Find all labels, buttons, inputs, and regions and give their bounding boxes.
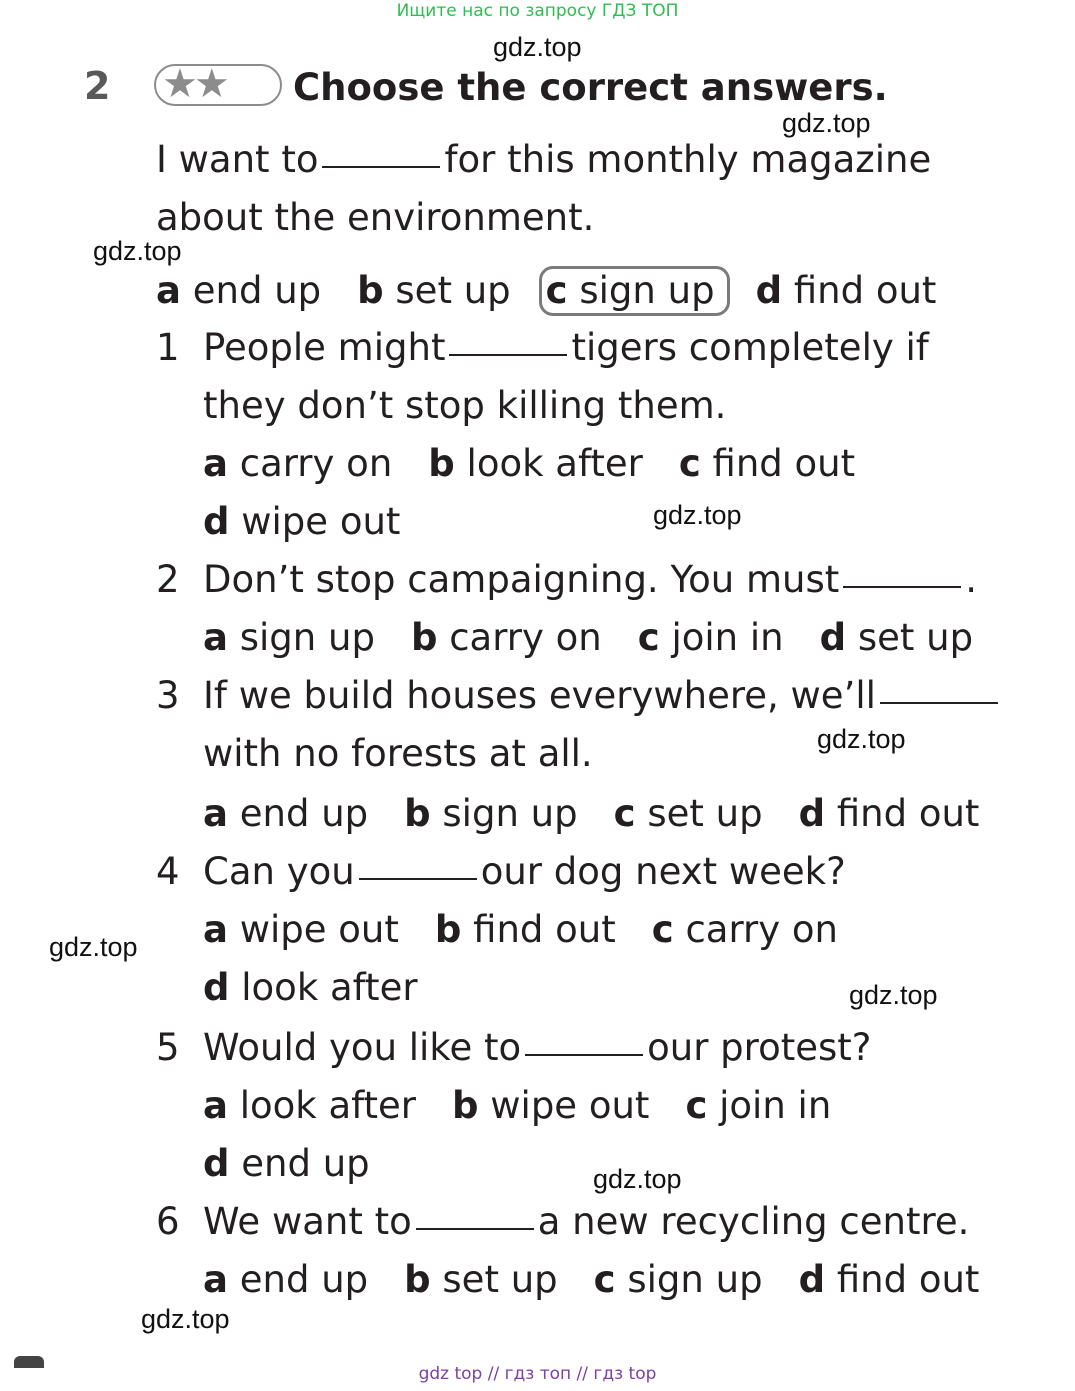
watermark: gdz.top [493, 32, 582, 62]
answer-blank [416, 1228, 534, 1230]
option-b[interactable]: b set up [404, 1258, 558, 1301]
watermark: gdz.top [593, 1164, 682, 1194]
question-3-line-2: with no forests at all. [203, 732, 593, 775]
option-b[interactable]: b set up [357, 269, 511, 312]
option-d[interactable]: d wipe out [203, 500, 401, 543]
question-1-line-2: they don’t stop killing them. [203, 384, 727, 427]
option-c[interactable]: c sign up [593, 1258, 763, 1301]
question-4-options-row-2 [203, 966, 454, 1010]
question-text-post: a new recycling centre. [537, 1200, 970, 1243]
question-number: 1 [156, 326, 180, 369]
option-b[interactable]: b sign up [404, 792, 578, 835]
option-d[interactable]: d find out [798, 1258, 980, 1301]
difficulty-stars [154, 61, 282, 107]
example-text-pre: I want to [156, 138, 319, 181]
watermark: gdz.top [653, 500, 742, 530]
question-text-pre: We want to [203, 1200, 412, 1243]
question-5-number: 5 [156, 1026, 180, 1069]
question-text-pre: People might [203, 326, 446, 369]
watermark: gdz.top [93, 236, 182, 266]
question-text-pre: If we build houses everywhere, we’ll [203, 674, 876, 717]
option-b[interactable]: b carry on [410, 616, 602, 659]
option-d[interactable]: d find out [798, 792, 980, 835]
question-5-options-row-1 [203, 1084, 867, 1128]
question-6-options [203, 1258, 1015, 1302]
option-d[interactable]: d look after [203, 966, 418, 1009]
answer-blank [449, 354, 567, 356]
answer-blank [880, 702, 998, 704]
option-a[interactable]: a carry on [203, 442, 393, 485]
exercise-number: 2 [84, 64, 111, 108]
answer-blank [525, 1054, 643, 1056]
question-5-options-row-2 [203, 1142, 406, 1186]
example-options [156, 266, 972, 316]
watermark: gdz.top [141, 1304, 230, 1334]
question-4-line-1 [203, 850, 846, 894]
option-d[interactable]: d set up [819, 616, 974, 659]
option-a[interactable]: a end up [203, 792, 369, 835]
question-text-post: . [965, 558, 978, 601]
question-1-options-row-2 [203, 500, 436, 544]
answer-blank [322, 166, 440, 168]
star-icon: ★★ [162, 61, 226, 107]
question-4-number: 4 [156, 850, 180, 893]
option-d[interactable]: d end up [203, 1142, 370, 1185]
option-a[interactable]: a wipe out [203, 908, 399, 951]
option-d[interactable]: d find out [755, 269, 937, 312]
question-6-line-1 [203, 1200, 969, 1244]
question-text-pre: Can you [203, 850, 355, 893]
watermark: gdz.top [49, 932, 138, 962]
question-3-line-1 [203, 674, 1002, 718]
option-b[interactable]: b look after [428, 442, 643, 485]
option-a[interactable]: a sign up [203, 616, 375, 659]
option-a[interactable]: a end up [156, 269, 322, 312]
answer-blank [843, 586, 961, 588]
question-text-pre: Would you like to [203, 1026, 522, 1069]
question-1-line-1 [203, 326, 929, 370]
question-2-number: 2 [156, 558, 180, 601]
question-text-post: our dog next week? [480, 850, 846, 893]
exercise-title: Choose the correct answers. [293, 66, 888, 109]
option-a[interactable]: a look after [203, 1084, 417, 1127]
top-banner[interactable]: Ищите нас по запросу ГДЗ ТОП [396, 1, 679, 21]
watermark: gdz.top [849, 980, 938, 1010]
question-1-options-row-1 [203, 442, 891, 486]
watermark: gdz.top [817, 724, 906, 754]
question-2-options [203, 616, 1009, 660]
example-text-post: for this monthly magazine [444, 138, 932, 181]
question-4-options-row-1 [203, 908, 874, 952]
question-3-options [203, 792, 1015, 836]
question-2-line-1 [203, 558, 977, 602]
watermark: gdz.top [782, 108, 871, 138]
option-c[interactable]: c carry on [651, 908, 839, 951]
question-5-line-1 [203, 1026, 871, 1070]
option-b[interactable]: b wipe out [452, 1084, 650, 1127]
option-a[interactable]: a end up [203, 1258, 369, 1301]
question-text-post: tigers completely if [571, 326, 929, 369]
answer-blank [359, 878, 477, 880]
option-c[interactable]: c set up [613, 792, 763, 835]
question-text-post: our protest? [647, 1026, 872, 1069]
question-6-number: 6 [156, 1200, 180, 1243]
option-c-selected[interactable]: c sign up [539, 266, 730, 316]
footer-links[interactable]: gdz top // гдз топ // гдз top [418, 1364, 657, 1384]
question-text-pre: Don’t stop campaigning. You must [203, 558, 840, 601]
option-c[interactable]: c find out [678, 442, 856, 485]
question-1 [156, 326, 180, 370]
option-c[interactable]: c join in [637, 616, 784, 659]
question-3-number: 3 [156, 674, 180, 717]
example-line-2: about the environment. [156, 196, 595, 239]
option-b[interactable]: b find out [434, 908, 616, 951]
option-c[interactable]: c join in [685, 1084, 832, 1127]
example-line-1 [156, 138, 931, 182]
